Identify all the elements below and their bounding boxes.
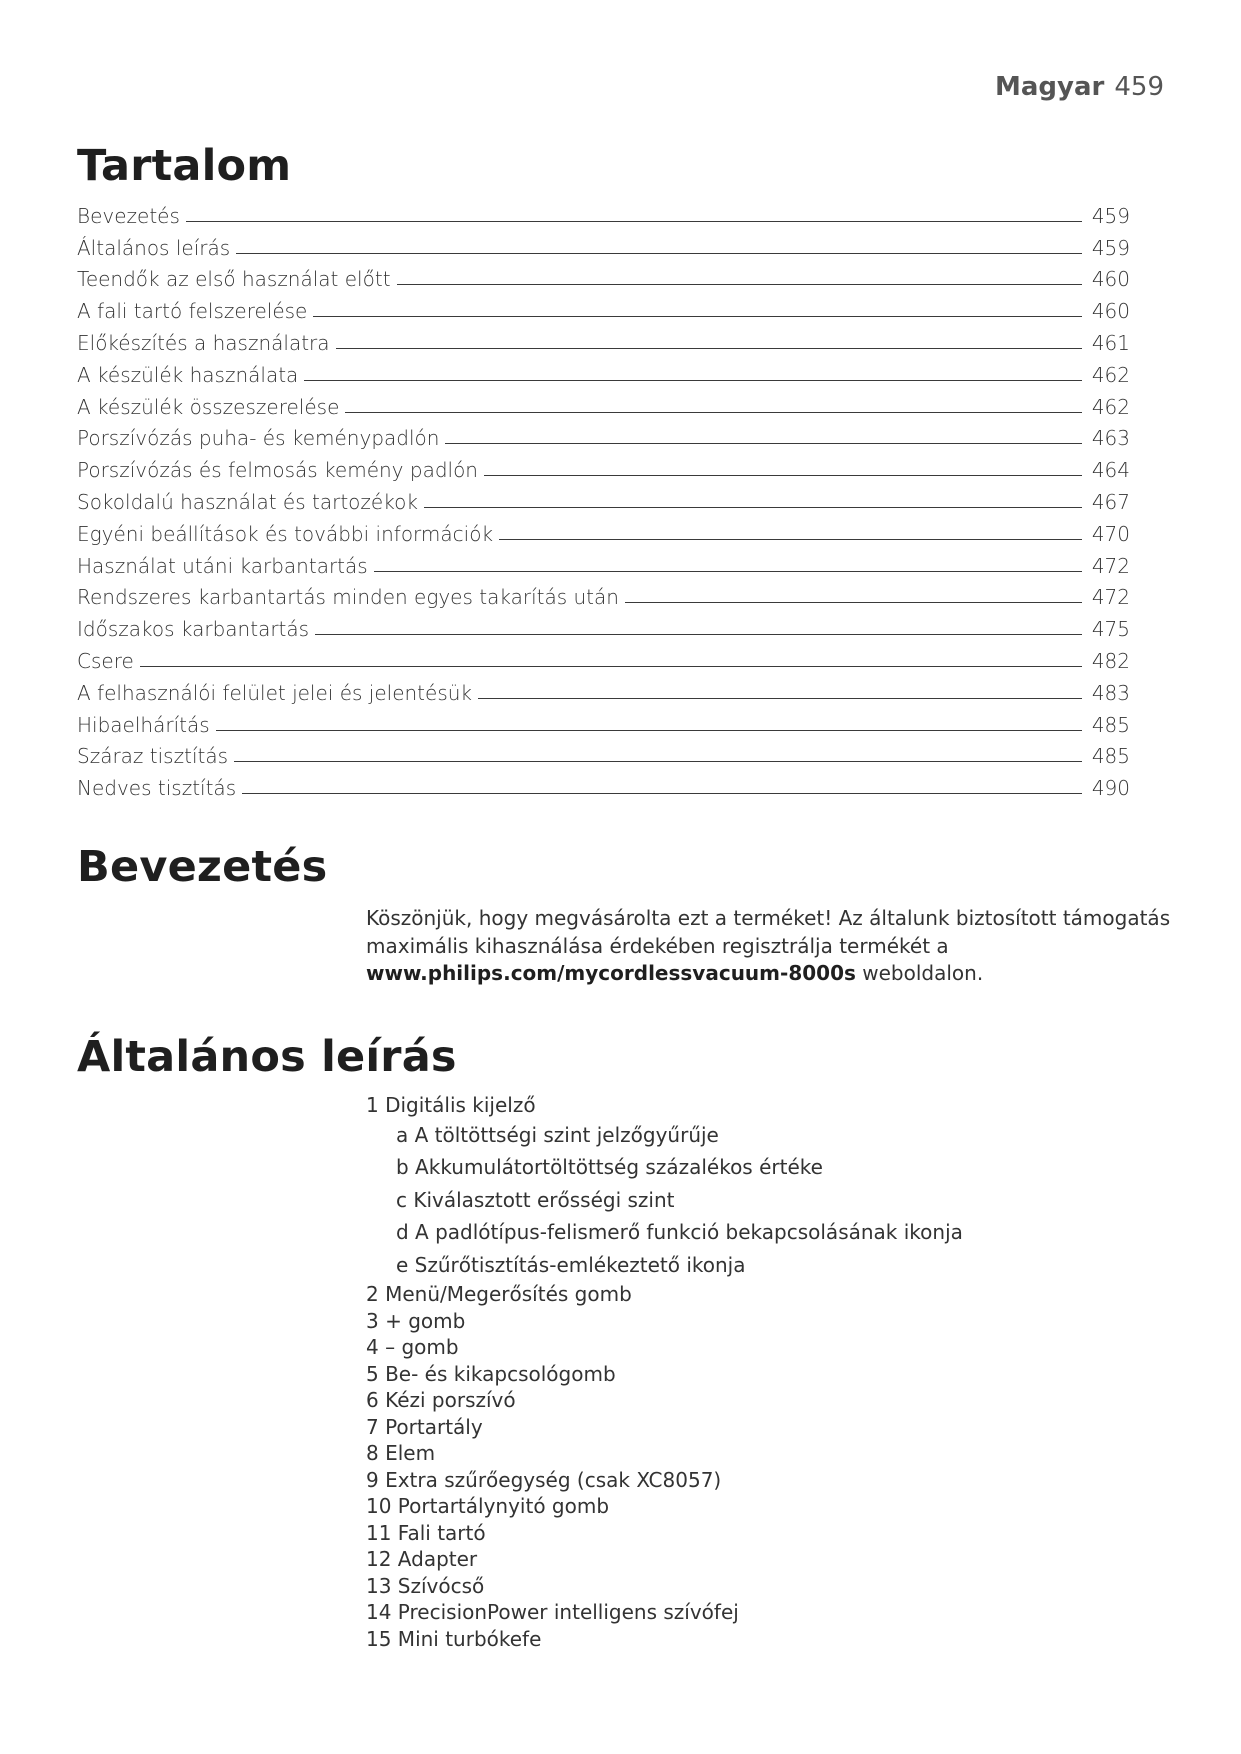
toc-leader-line (313, 316, 1082, 317)
toc-entry-title: Porszívózás puha- és keménypadlón (77, 426, 440, 451)
toc-entry[interactable] (77, 705, 1130, 737)
toc-entry-title: Használat utáni karbantartás (77, 553, 368, 578)
toc-leader-line (216, 730, 1082, 731)
toc-entry[interactable] (77, 514, 1130, 546)
part-item: 14 PrecisionPower intelligens szívófej (366, 1600, 739, 1624)
part-item: 11 Fali tartó (366, 1520, 486, 1545)
part-item: 3 + gomb (366, 1308, 466, 1333)
toc-entry-title: Csere (77, 648, 134, 673)
toc-entry-title: Hibaelhárítás (77, 712, 210, 737)
part-item: 4 – gomb (366, 1335, 459, 1359)
toc-entry-title: Bevezetés (77, 203, 180, 228)
toc-entry[interactable] (77, 578, 1130, 610)
language-label: Magyar (995, 72, 1105, 102)
intro-text-after: weboldalon. (855, 961, 984, 985)
toc-entry-page: 462 (1091, 394, 1130, 419)
toc-entry-title: Száraz tisztítás (77, 744, 229, 769)
toc-entry[interactable] (77, 355, 1130, 387)
toc-entry[interactable] (77, 387, 1130, 419)
toc-entry-title: Időszakos karbantartás (77, 617, 310, 642)
toc-entry-page: 485 (1091, 712, 1130, 737)
toc-entry-page: 482 (1091, 648, 1130, 673)
toc-entry-page: 461 (1091, 330, 1130, 355)
toc-entry-page: 463 (1091, 426, 1130, 451)
intro-paragraph (366, 905, 1176, 988)
toc-entry-page: 460 (1091, 299, 1130, 324)
toc-leader-line (304, 380, 1082, 381)
toc-entry[interactable] (77, 291, 1130, 323)
part-subitem: b Akkumulátortöltöttség százalékos értéke (396, 1155, 823, 1179)
toc-entry[interactable] (77, 641, 1130, 673)
toc-entry-page: 459 (1091, 203, 1130, 228)
toc-leader-line (484, 475, 1082, 476)
toc-entry-page: 483 (1091, 680, 1130, 705)
toc-entry-page: 464 (1091, 458, 1130, 483)
toc-entry-title: A készülék összeszerelése (77, 394, 340, 419)
toc-entry-title: A fali tartó felszerelése (77, 299, 308, 324)
toc-entry[interactable] (77, 482, 1130, 514)
toc-leader-line (478, 698, 1082, 699)
toc-entry[interactable] (77, 673, 1130, 705)
toc-heading: Tartalom (77, 141, 292, 191)
part-item: 8 Elem (366, 1441, 436, 1465)
toc-leader-line (236, 253, 1082, 254)
toc-leader-line (242, 793, 1082, 794)
part-item: 10 Portartálynyitó gomb (366, 1494, 610, 1518)
part-subitem: a A töltöttségi szint jelzőgyűrűje (396, 1122, 719, 1147)
toc-entry-title: Rendszeres karbantartás minden egyes takarítás után (77, 585, 619, 610)
toc-leader-line (315, 634, 1082, 635)
toc-leader-line (336, 348, 1082, 349)
toc-leader-line (234, 761, 1082, 762)
toc-entry-page: 472 (1091, 585, 1130, 610)
toc-entry-title: Egyéni beállítások és további információk (77, 521, 494, 546)
toc-entry-title: Általános leírás (77, 235, 231, 260)
toc-entry-page: 470 (1091, 521, 1130, 546)
toc-leader-line (499, 539, 1082, 540)
toc-leader-line (186, 221, 1082, 222)
toc-entry[interactable] (77, 260, 1130, 292)
part-subitem: d A padlótípus-felismerő funkció bekapcsolásának ikonja (396, 1220, 963, 1244)
toc-entry[interactable] (77, 609, 1130, 641)
toc-entry-page: 475 (1091, 617, 1130, 642)
part-item: 13 Szívócső (366, 1573, 485, 1598)
toc-entry-page: 485 (1091, 744, 1130, 769)
part-subitem: e Szűrőtisztítás-emlékeztető ikonja (396, 1252, 746, 1277)
toc-entry-title: A felhasználói felület jelei és jelentésük (77, 680, 473, 705)
toc-leader-line (345, 412, 1082, 413)
intro-text-before: Köszönjük, hogy megvásárolta ezt a terméket! Az általunk biztosított támogatás maximális kihasználása érdekében regisztrálja termékét a (366, 906, 1171, 958)
toc-entry-page: 462 (1091, 362, 1130, 387)
page-header (995, 72, 1164, 102)
toc-entry[interactable] (77, 546, 1130, 578)
toc-leader-line (625, 602, 1082, 603)
toc-entry[interactable] (77, 196, 1130, 228)
toc-entry-title: Sokoldalú használat és tartozékok (77, 489, 418, 514)
part-item: 9 Extra szűrőegység (csak XC8057) (366, 1467, 722, 1492)
part-item: 6 Kézi porszívó (366, 1388, 516, 1412)
parts-list (366, 1092, 1166, 1652)
toc-entry[interactable] (77, 450, 1130, 482)
toc-entry[interactable] (77, 323, 1130, 355)
toc-entry[interactable] (77, 737, 1130, 769)
toc-leader-line (140, 666, 1082, 667)
part-item: 5 Be- és kikapcsológomb (366, 1361, 616, 1386)
part-item: 7 Portartály (366, 1414, 483, 1439)
part-item: 15 Mini turbókefe (366, 1626, 542, 1651)
table-of-contents (77, 196, 1130, 800)
toc-leader-line (374, 571, 1082, 572)
toc-entry[interactable] (77, 768, 1130, 800)
toc-entry[interactable] (77, 419, 1130, 451)
toc-entry-title: Porszívózás és felmosás kemény padlón (77, 458, 478, 483)
toc-entry[interactable] (77, 228, 1130, 260)
toc-entry-page: 472 (1091, 553, 1130, 578)
toc-entry-page: 459 (1091, 235, 1130, 260)
website-link[interactable]: www.philips.com/mycordlessvacuum-8000s (366, 961, 856, 985)
toc-leader-line (445, 443, 1082, 444)
part-subitem: c Kiválasztott erősségi szint (396, 1187, 675, 1212)
intro-heading: Bevezetés (77, 842, 328, 892)
page-number: 459 (1114, 72, 1164, 102)
part-item: 12 Adapter (366, 1547, 478, 1571)
general-description-heading: Általános leírás (77, 1032, 457, 1082)
toc-entry-title: A készülék használata (77, 362, 299, 387)
toc-entry-title: Teendők az első használat előtt (77, 267, 391, 292)
part-item: 2 Menü/Megerősítés gomb (366, 1282, 632, 1306)
toc-leader-line (424, 507, 1082, 508)
toc-entry-page: 460 (1091, 267, 1130, 292)
part-item: 1 Digitális kijelző (366, 1093, 536, 1117)
toc-entry-title: Előkészítés a használatra (77, 330, 330, 355)
toc-entry-title: Nedves tisztítás (77, 776, 237, 801)
toc-entry-page: 467 (1091, 489, 1130, 514)
toc-entry-page: 490 (1091, 776, 1130, 801)
toc-leader-line (397, 284, 1082, 285)
